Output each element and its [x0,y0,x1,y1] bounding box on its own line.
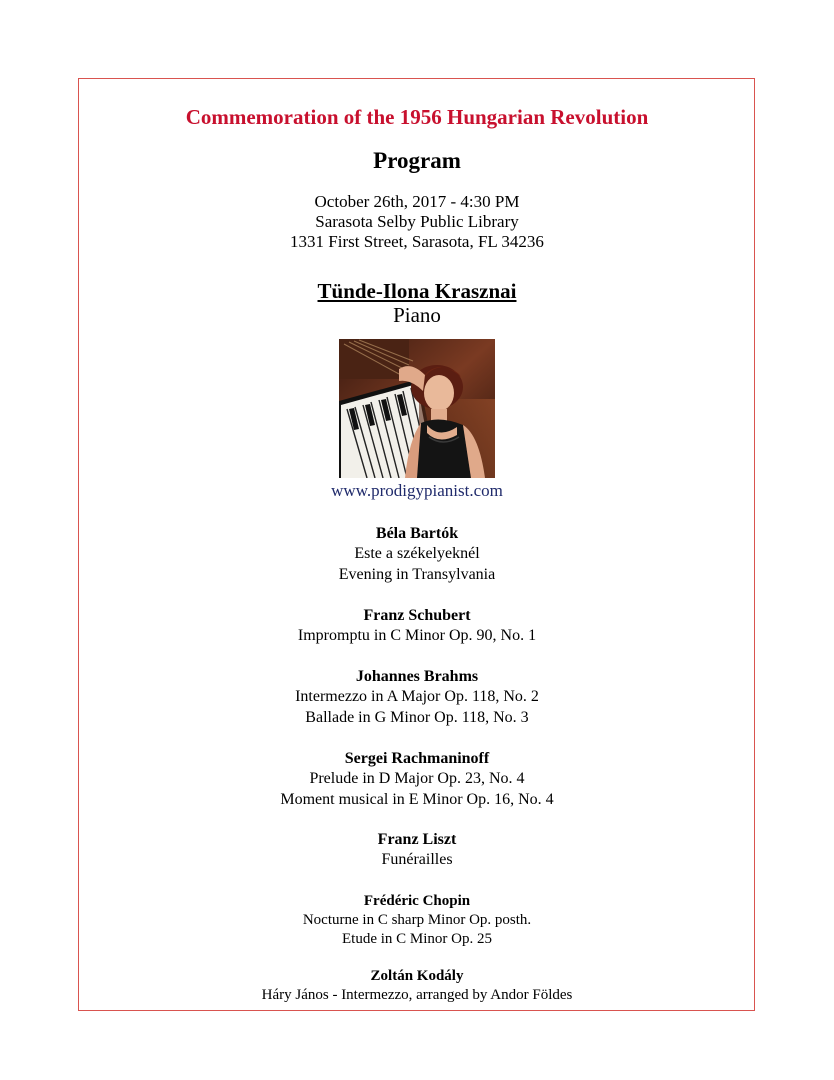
piece-title: Ballade in G Minor Op. 118, No. 3 [305,709,529,726]
composer-name: Béla Bartók [375,525,459,542]
event-venue: Sarasota Selby Public Library [315,212,519,231]
performer-instrument: Piano [393,303,441,327]
piece-title: Este a székelyeknél [354,545,480,562]
performer-photo [339,339,495,478]
piece-title: Evening in Transylvania [338,566,496,583]
composer-name: Zoltán Kodály [370,968,464,984]
piece-title: Nocturne in C sharp Minor Op. posth. [302,912,532,928]
composer-name: Franz Schubert [363,607,471,624]
piece-title: Prelude in D Major Op. 23, No. 4 [309,770,525,787]
event-address: 1331 First Street, Sarasota, FL 34236 [290,232,544,251]
piece-title: Intermezzo in A Major Op. 118, No. 2 [295,688,539,705]
piece-title: Háry János - Intermezzo, arranged by Andor Földes [261,987,573,1003]
performer-website-link[interactable]: www.prodigypianist.com [331,481,503,500]
composer-name: Sergei Rachmaninoff [344,750,490,767]
piece-title: Impromptu in C Minor Op. 90, No. 1 [297,627,537,644]
piece-title: Moment musical in E Minor Op. 16, No. 4 [280,791,554,808]
performer-name: Tünde-Ilona Krasznai [317,279,517,303]
composer-name: Frédéric Chopin [363,893,471,909]
composer-name: Franz Liszt [377,831,457,848]
piece-title: Funérailles [381,851,453,868]
program-heading: Program [373,148,461,173]
piece-title: Etude in C Minor Op. 25 [342,931,492,947]
composer-name: Johannes Brahms [355,668,479,685]
event-title: Commemoration of the 1956 Hungarian Revolution [185,105,649,129]
event-date: October 26th, 2017 - 4:30 PM [314,192,520,211]
